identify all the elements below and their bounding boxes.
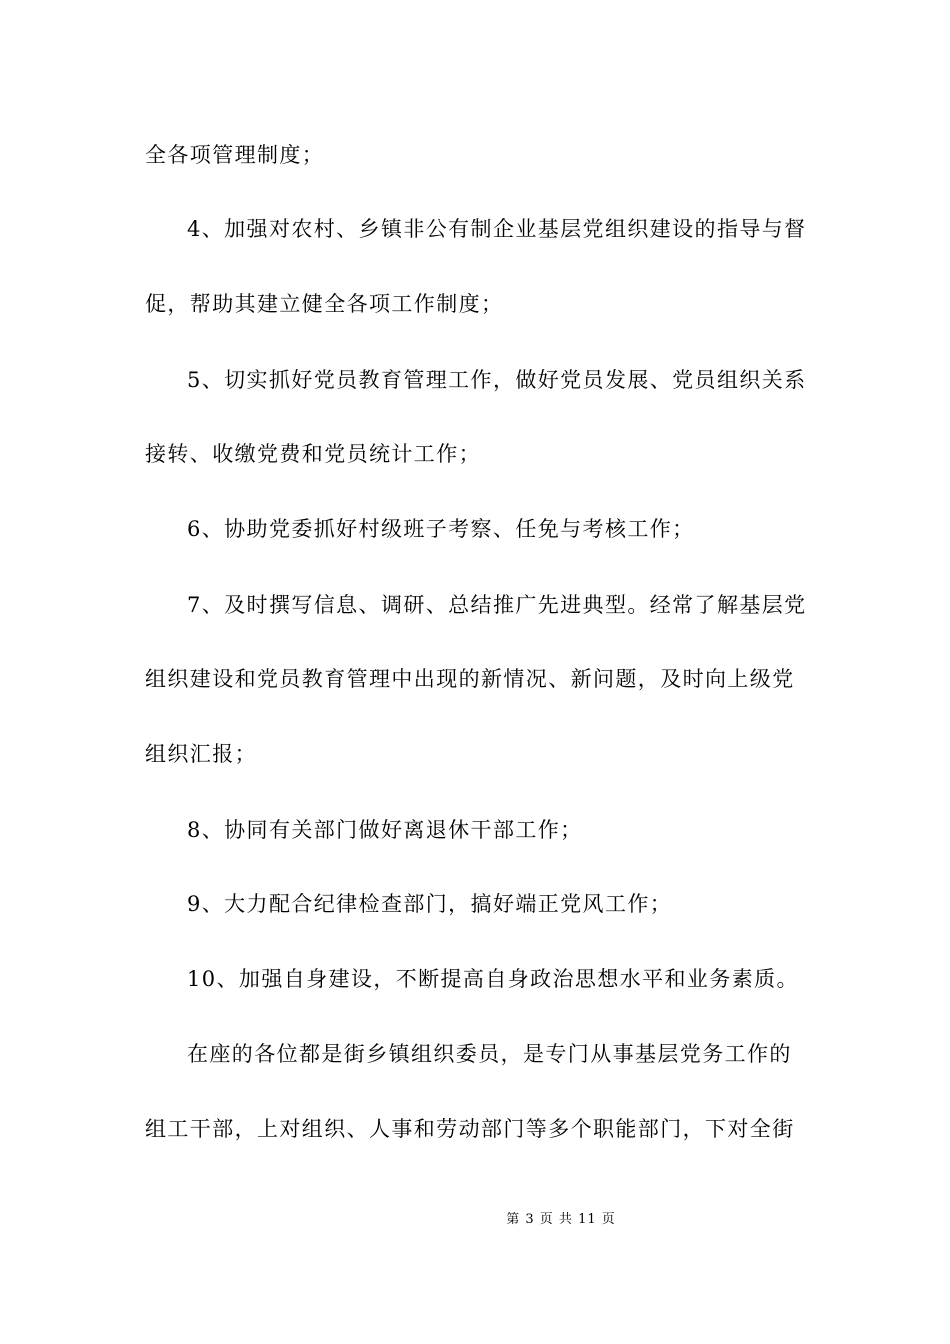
text-line: 5、切实抓好党员教育管理工作，做好党员发展、党员组织关系: [187, 368, 807, 392]
current-page-number: 3: [525, 1212, 535, 1227]
footer-prefix: 第: [506, 1212, 521, 1227]
text-line: 7、及时撰写信息、调研、总结推广先进典型。经常了解基层党: [187, 593, 807, 617]
text-line: 6、协助党委抓好村级班子考察、任免与考核工作；: [187, 517, 695, 541]
text-line: 促，帮助其建立健全各项工作制度；: [145, 292, 504, 316]
text-line: 10、加强自身建设，不断提高自身政治思想水平和业务素质。: [187, 967, 799, 991]
page-number-footer: [0, 1208, 950, 1227]
footer-suffix: 页: [601, 1212, 616, 1227]
footer-middle: 页 共: [539, 1212, 573, 1227]
text-line: 组织建设和党员教育管理中出现的新情况、新问题，及时向上级党: [145, 667, 795, 691]
text-line: 9、大力配合纪律检查部门，搞好端正党风工作；: [187, 892, 673, 916]
text-line: 接转、收缴党费和党员统计工作；: [145, 442, 481, 466]
total-pages-number: 11: [578, 1212, 597, 1227]
text-line: 8、协同有关部门做好离退休干部工作；: [187, 818, 583, 842]
text-line: 组织汇报；: [145, 742, 257, 766]
text-line: 组工干部，上对组织、人事和劳动部门等多个职能部门，下对全街: [145, 1117, 795, 1141]
text-line: 全各项管理制度；: [145, 143, 325, 167]
text-line: 在座的各位都是街乡镇组织委员，是专门从事基层党务工作的: [187, 1042, 792, 1066]
text-line: 4、加强对农村、乡镇非公有制企业基层党组织建设的指导与督: [187, 217, 807, 241]
